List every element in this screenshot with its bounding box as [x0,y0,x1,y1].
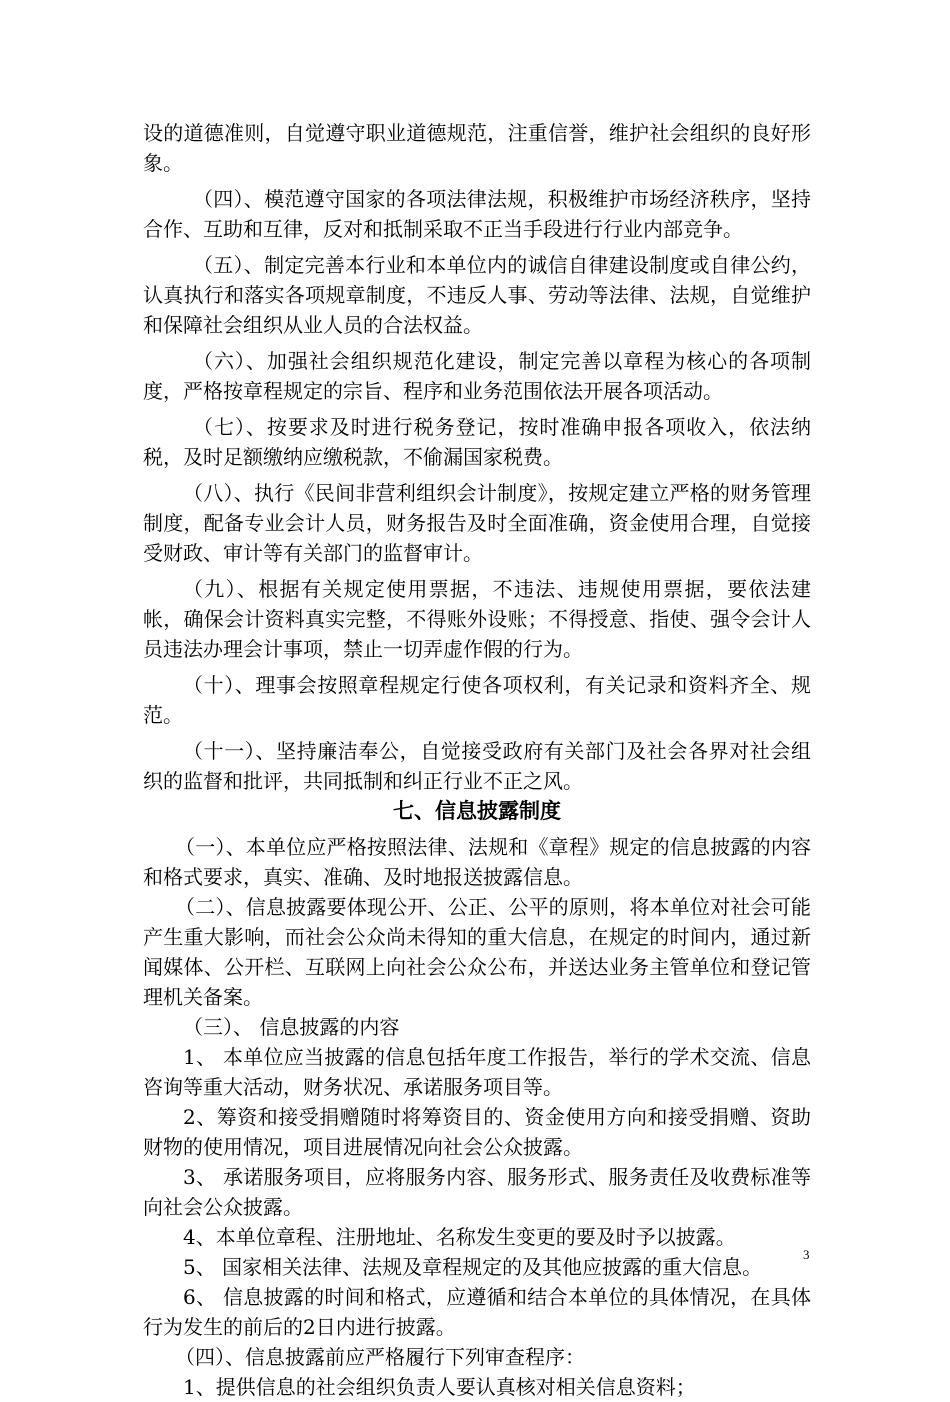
paragraph-8: （八）、执行《民间非营利组织会计制度》，按规定建立严格的财务管理制度，配备专业会计人员，财务报告及时全面准确，资金使用合理，自觉接受财政、审计等有关部门的监督审计。 [143,481,811,565]
section-paragraph-3: （三）、 信息披露的内容 [183,1015,400,1039]
section-paragraph-4: （四）、信息披露前应严格履行下列审查程序： [175,1345,585,1369]
list-item-6: 6、 信息披露的时间和格式，应遵循和结合本单位的具体情况，在具体行为发生的前后的2日内进行披露。 [143,1285,811,1339]
list-item-1: 1、 本单位应当披露的信息包括年度工作报告，举行的学术交流、信息咨询等重大活动，财务状况、承诺服务项目等。 [143,1045,811,1099]
page-number: 3 [803,1247,810,1262]
paragraph-9: （九）、根据有关规定使用票据，不违法、违规使用票据，要依法建帐，确保会计资料真实完整，不得账外设账；不得授意、指使、强令会计人员违法办理会计事项，禁止一切弄虚作假的行为。 [143,577,811,661]
section-paragraph-1: （一）、本单位应严格按照法律、法规和《章程》规定的信息披露的内容和格式要求，真实、准确、及时地报送披露信息。 [143,835,811,889]
paragraph-7: （七）、按要求及时进行税务登记，按时准确申报各项收入，依法纳税，及时足额缴纳应缴税款，不偷漏国家税费。 [143,415,811,469]
section-heading: 七、信息披露制度 [393,799,561,823]
list-item-4: 4、本单位章程、注册地址、名称发生变更的要及时予以披露。 [183,1225,736,1249]
paragraph-5: （五）、制定完善本行业和本单位内的诚信自律建设制度或自律公约，认真执行和落实各项规章制度，不违反人事、劳动等法律、法规，自觉维护和保障社会组织从业人员的合法权益。 [143,253,811,337]
paragraph-continuation: 设的道德准则，自觉遵守职业道德规范，注重信誉，维护社会组织的良好形象。 [143,121,811,175]
list-item-5: 5、 国家相关法律、法规及章程规定的及其他应披露的重大信息。 [183,1255,763,1279]
paragraph-6: （六）、加强社会组织规范化建设，制定完善以章程为核心的各项制度，严格按章程规定的宗旨、程序和业务范围依法开展各项活动。 [143,349,811,403]
body-text [143,118,811,1402]
paragraph-10: （十）、理事会按照章程规定行使各项权利，有关记录和资料齐全、规范。 [143,673,811,727]
paragraph-11: （十一）、坚持廉洁奉公，自觉接受政府有关部门及社会各界对社会组织的监督和批评，共同抵制和纠正行业不正之风。 [143,739,811,793]
list-item-2: 2、筹资和接受捐赠随时将筹资目的、资金使用方向和接受捐赠、资助财物的使用情况，项目进展情况向社会公众披露。 [143,1105,811,1159]
review-item-1: 1、提供信息的社会组织负责人要认真核对相关信息资料； [183,1375,696,1399]
list-item-3: 3、 承诺服务项目，应将服务内容、服务形式、服务责任及收费标准等向社会公众披露。 [143,1165,811,1219]
paragraph-4: （四）、模范遵守国家的各项法律法规，积极维护市场经济秩序，坚持合作、互助和互律，反对和抵制采取不正当手段进行行业内部竞争。 [143,187,811,241]
section-paragraph-2: （二）、信息披露要体现公开、公正、公平的原则，将本单位对社会可能产生重大影响，而社会公众尚未得知的重大信息，在规定的时间内，通过新闻媒体、公开栏、互联网上向社会公众公布，并送达业务主管单位和登记管理机关备案。 [143,895,811,1009]
